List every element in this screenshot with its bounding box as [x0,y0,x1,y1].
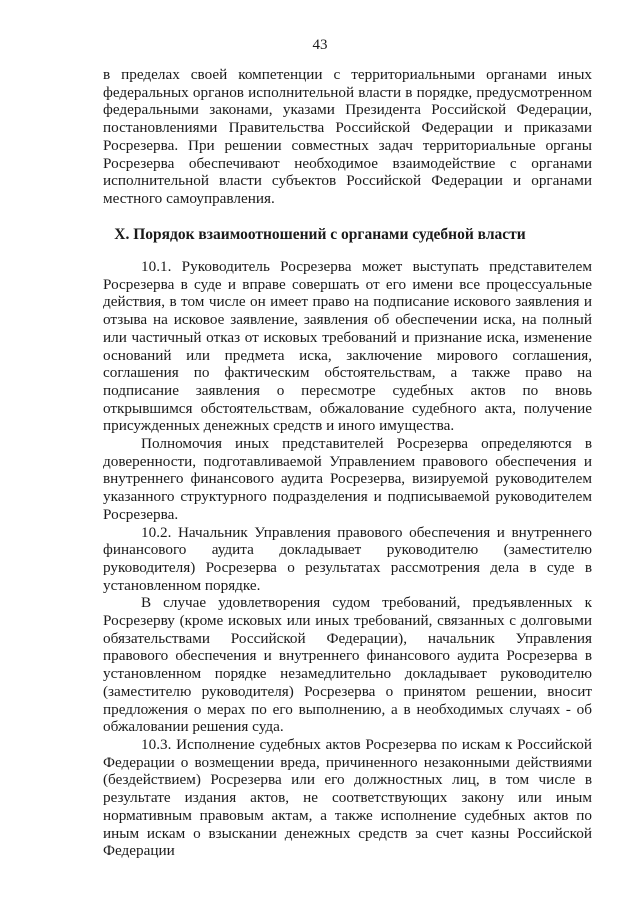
paragraph-representatives: Полномочия иных представителей Росрезерва определяются в доверенности, подготавливаемой Управлением правового обеспечения и внутреннего финансового аудита Росрезерва, визируемой руководителем указанного структурного подразделения и подписываемой руководителем Росрезерва. [103,435,592,523]
paragraph-10-1: 10.1. Руководитель Росрезерва может выступать представителем Росрезерва в суде и вправе совершать от его имени все процессуальные действия, в том числе он имеет право на подписание искового заявления и отзыва на исковое заявление, заявления об обеспечении иска, на полный или частичный отказ от исковых требований и признание иска, изменение оснований или предмета иска, заключение мирового соглашения, соглашения по фактическим обстоятельствам, а также право на подписание заявления о пересмотре судебных актов по вновь открывшимся обстоятельствам, обжалование судебного акта, получение присужденных денежных средств и иного имущества. [103,258,592,435]
paragraph-10-3: 10.3. Исполнение судебных актов Росрезерва по искам к Российской Федерации о возмещении вреда, причиненного незаконными действиями (бездействием) Росрезерва или его должностных лиц, в том числе в результате издания актов, не соответствующих закону или иным нормативным правовым актам, а также исполнение судебных актов по иным искам о взыскании денежных средств за счет казны Российской Федерации [103,735,592,860]
page-number: 43 [312,37,328,53]
intro-paragraph: в пределах своей компетенции с территориальными органами иных федеральных органов исполнительной власти в порядке, предусмотренном федеральными законами, указами Президента Российской Федерации, постановлениями Правительства Российской Федерации и приказами Росрезерва. При решении совместных задач территориальные органы Росрезерва обеспечивают необходимое взаимодействие с органами исполнительной власти субъектов Российской Федерации и органами местного самоуправления. [103,66,592,207]
paragraph-10-2: 10.2. Начальник Управления правового обеспечения и внутреннего финансового аудита докладывает руководителю (заместителю руководителя) Росрезерва о результатах рассмотрения дела в суде в установленном порядке. [103,523,592,594]
section-heading: X. Порядок взаимоотношений с органами судебной власти [114,226,526,243]
intro-block [103,66,592,208]
section-body [103,258,592,860]
paragraph-court-claims: В случае удовлетворения судом требований, предъявленных к Росрезерву (кроме исковых или иных требований, связанных с долговыми обязательствами Российской Федерации), начальник Управления правового обеспечения и внутреннего финансового аудита Росрезерва в установленном порядке незамедлительно докладывает руководителю (заместителю руководителя) Росрезерва о принятом решении, вносит предложения о мерах по его выполнению, а в необходимых случаях - об обжаловании решения суда. [103,594,592,736]
